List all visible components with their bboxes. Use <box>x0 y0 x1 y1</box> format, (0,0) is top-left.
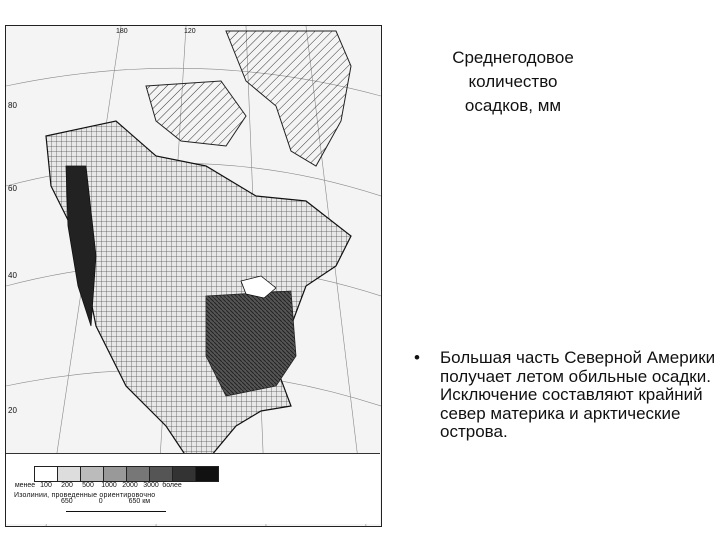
legend-swatch <box>34 466 58 482</box>
arctic-islands-shape <box>146 81 246 146</box>
latitude-label-40: 40 <box>8 271 17 280</box>
legend-isoline-note: Изолинии, проведенные ориентировочно <box>14 492 156 499</box>
legend-label: 500 <box>82 482 94 489</box>
bullet-marker: • <box>414 348 420 367</box>
scale-label-right: 650 км <box>128 498 151 505</box>
legend-label: 3000 <box>143 482 159 489</box>
latitude-label-60: 60 <box>8 184 17 193</box>
map-graphic <box>6 26 381 526</box>
legend-label: более <box>162 482 182 489</box>
legend-label: 2000 <box>122 482 138 489</box>
legend-swatch <box>195 466 219 482</box>
latitude-label-20: 20 <box>8 406 17 415</box>
legend-swatch <box>172 466 196 482</box>
scale-label-left: 650 <box>61 498 73 505</box>
longitude-label-120: 120 <box>184 28 196 35</box>
bullet-text: Большая часть Северной Америки получает летом обильные осадки. Исключение составляют крайний север материка и арктические острова. <box>440 348 716 441</box>
scale-label-zero: 0 <box>98 498 103 505</box>
eastern-wet-region <box>206 291 296 396</box>
latitude-label-80: 80 <box>8 101 17 110</box>
legend-swatch <box>80 466 104 482</box>
legend-swatch <box>149 466 173 482</box>
legend-swatch <box>57 466 81 482</box>
title-line-2: осадков, мм <box>464 96 562 115</box>
scale-bar <box>66 505 166 512</box>
title-line-1: Среднегодовое количество <box>452 48 574 91</box>
legend-swatches <box>34 466 218 482</box>
precipitation-map <box>5 25 382 527</box>
greenland-shape <box>226 31 351 166</box>
legend-label: 100 <box>40 482 52 489</box>
legend-label: 200 <box>61 482 73 489</box>
map-title <box>408 46 618 118</box>
legend-labels <box>14 482 182 489</box>
legend-swatch <box>103 466 127 482</box>
legend-label: менее <box>14 482 36 489</box>
legend-label: 1000 <box>101 482 117 489</box>
longitude-label-180: 180 <box>116 28 128 35</box>
legend-swatch <box>126 466 150 482</box>
scale-labels <box>61 498 150 505</box>
map-legend <box>6 453 380 524</box>
